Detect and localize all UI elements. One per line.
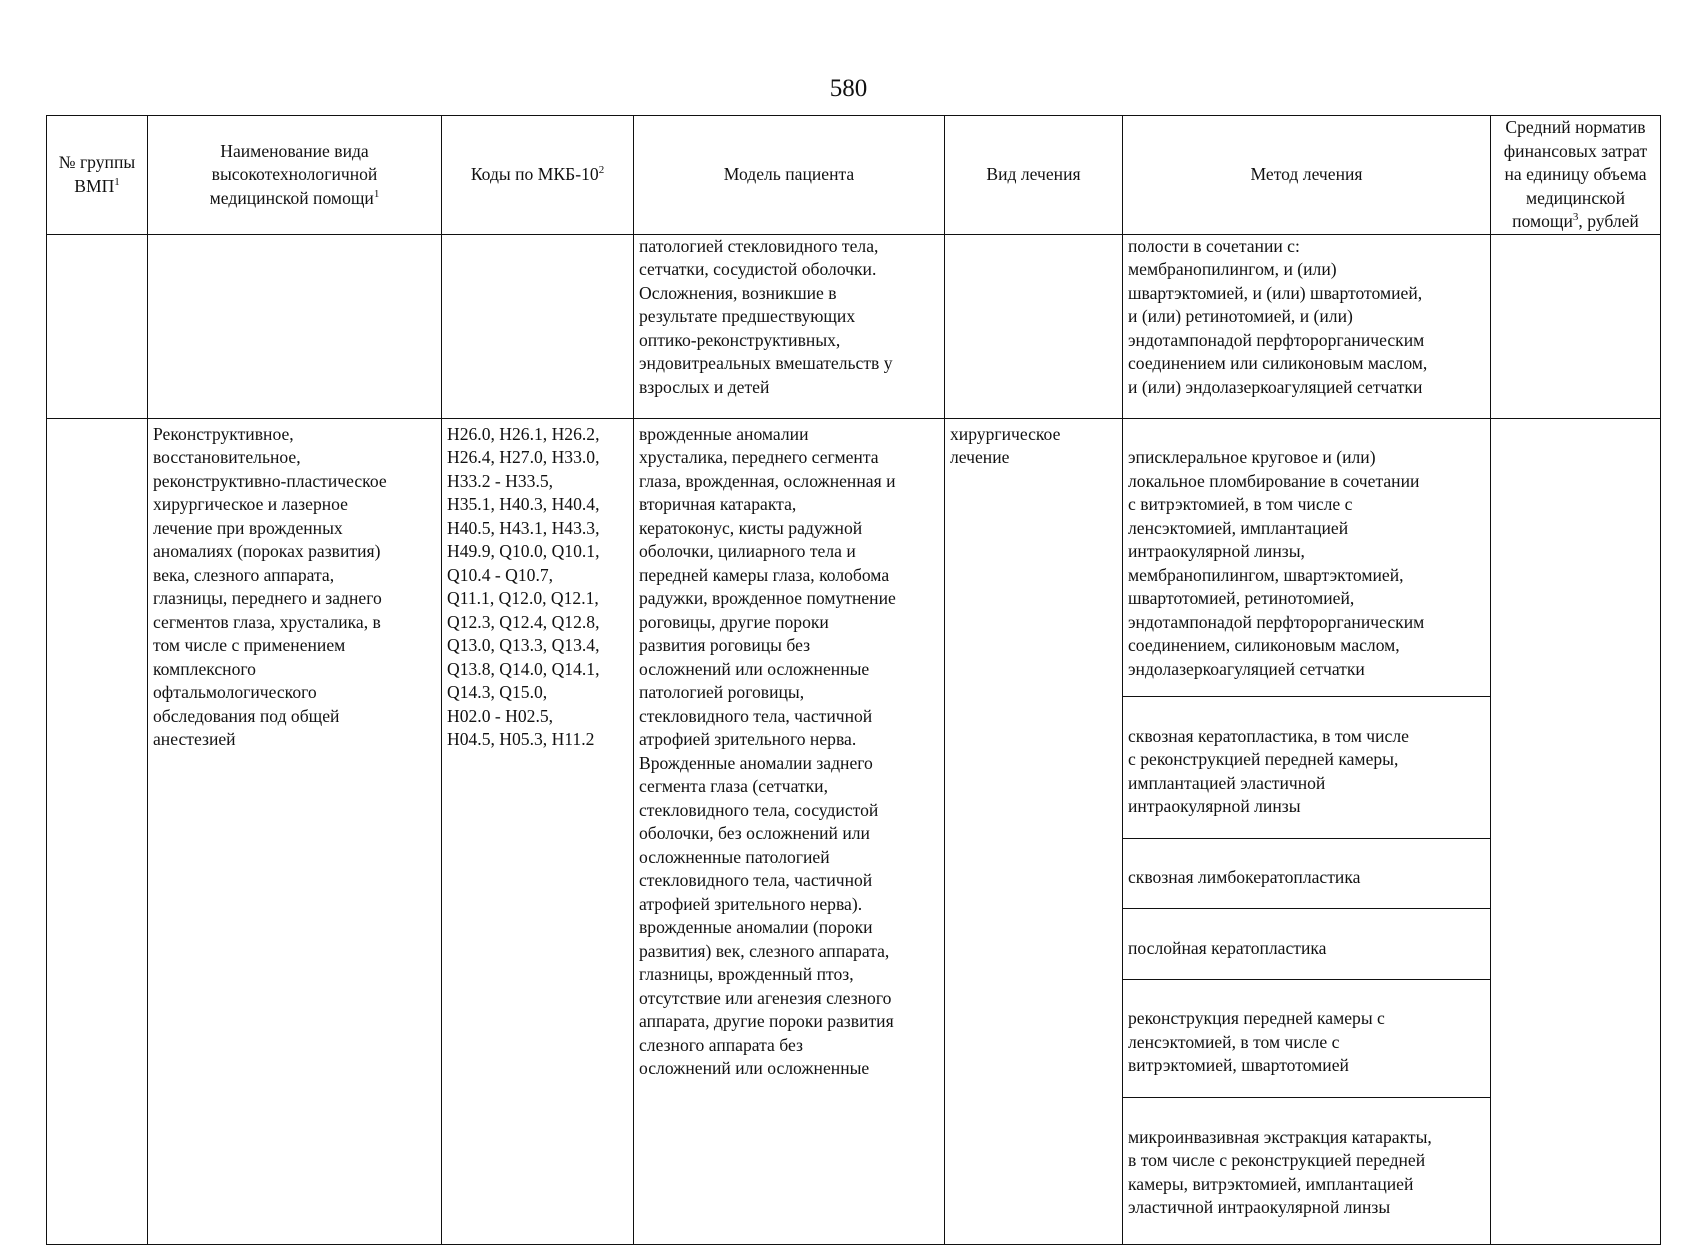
cell-treatment-methods	[1123, 418, 1491, 1245]
cell-icd-codes	[442, 234, 634, 418]
vmp-table	[46, 115, 1661, 1245]
header-row	[47, 116, 1661, 235]
page-number: 580	[829, 75, 868, 102]
method-item: послойная кератопластика	[1123, 933, 1490, 980]
header-treatment-type: Вид лечения	[945, 116, 1123, 235]
cell-group-number	[47, 234, 148, 418]
header-average-cost: Средний норматив финансовых затрат на единицу объема медицинской помощи$^3$, рублей	[1491, 116, 1661, 235]
cell-care-type-name: Реконструктивное, восстановительное, реконструктивно-пластическое хирургическое и лазерное лечение при врожденных аномалиях (пороках развития) века, слезного аппарата, глазницы, переднего и заднего сегментов глаза, хрусталика, в том числе с применением комплексного офтальмологического обследования под общей анестезией	[148, 418, 442, 1245]
cell-average-cost	[1491, 418, 1661, 1245]
cell-icd-codes: H26.0, H26.1, H26.2, H26.4, H27.0, H33.0, H33.2 - H33.5, H35.1, H40.3, H40.4, H40.5, H43.1, H43.3, H49.9, Q10.0, Q10.1, Q10.4 - Q10.7, Q11.1, Q12.0, Q12.1, Q12.3, Q12.4, Q12.8, Q13.0, Q13.3, Q13.4, Q13.8, Q14.0, Q14.1, Q14.3, Q15.0, H02.0 - H02.5, H04.5, H05.3, H11.2	[442, 418, 634, 1245]
header-care-type-name: Наименование вида высокотехнологичной медицинской помощи$^1$	[148, 116, 442, 235]
cell-treatment-method: полости в сочетании с: мембранопилингом, и (или) швартэктомией, и (или) швартотомией, и (или) ретинотомией, и (или) эндотампонадой перфторорганическим соединением или силиконовым маслом, и (или) эндолазеркоагуляцией сетчатки	[1123, 234, 1491, 418]
table-row-main	[47, 418, 1661, 1245]
header-icd-codes: Коды по МКБ-$10^2$	[442, 116, 634, 235]
cell-care-type-name	[148, 234, 442, 418]
method-item: микроинвазивная экстракция катаракты, в том числе с реконструкцией передней камеры, витрэктомией, имплантацией эластичной интраокулярной линзы	[1128, 1126, 1432, 1217]
header-treatment-method: Метод лечения	[1123, 116, 1491, 235]
method-item: сквозная лимбокератопластика	[1123, 862, 1490, 909]
cell-patient-model: врожденные аномалии хрусталика, переднего сегмента глаза, врожденная, осложненная и вторичная катаракта, кератоконус, кисты радужной оболочки, цилиарного тела и передней камеры глаза, колобома радужки, врожденное помутнение роговицы, другие пороки развития роговицы без осложнений или осложненные патологией роговицы, стекловидного тела, частичной атрофией зрительного нерва. Врожденные аномалии заднего сегмента глаза (сетчатки, стекловидного тела, сосудистой оболочки, без осложнений или осложненные патологией стекловидного тела, частичной атрофией зрительного нерва). врожденные аномалии (пороки развития) век, слезного аппарата, глазницы, врожденный птоз, отсутствие или агенезия слезного аппарата, другие пороки развития слезного аппарата без осложнений или осложненные	[634, 418, 945, 1245]
header-patient-model: Модель пациента	[634, 116, 945, 235]
cell-average-cost	[1491, 234, 1661, 418]
cell-patient-model: патологией стекловидного тела, сетчатки, сосудистой оболочки. Осложнения, возникшие в результате предшествующих оптико-реконструктивных, эндовитреальных вмешательств у взрослых и детей	[634, 234, 945, 418]
cell-group-number	[47, 418, 148, 1245]
method-item: реконструкция передней камеры с ленсэктомией, в том числе с витрэктомией, швартотомией	[1123, 1003, 1490, 1098]
header-group-number: № группы ВМП$^1$	[47, 116, 148, 235]
method-item: сквозная кератопластика, в том числе с реконструкцией передней камеры, имплантацией эластичной интраокулярной линзы	[1123, 721, 1490, 839]
table-row-continuation	[47, 234, 1661, 418]
method-item: эписклеральное круговое и (или) локальное пломбирование в сочетании с витрэктомией, в том числе с ленсэктомией, имплантацией интраокулярной линзы, мембранопилингом, швартэктомией, швартотомией, ретинотомией, эндотампонадой перфторорганическим соединением, силиконовым маслом, эндолазеркоагуляцией сетчатки	[1123, 442, 1490, 697]
cell-treatment-type: хирургическое лечение	[945, 418, 1123, 1245]
cell-treatment-type	[945, 234, 1123, 418]
